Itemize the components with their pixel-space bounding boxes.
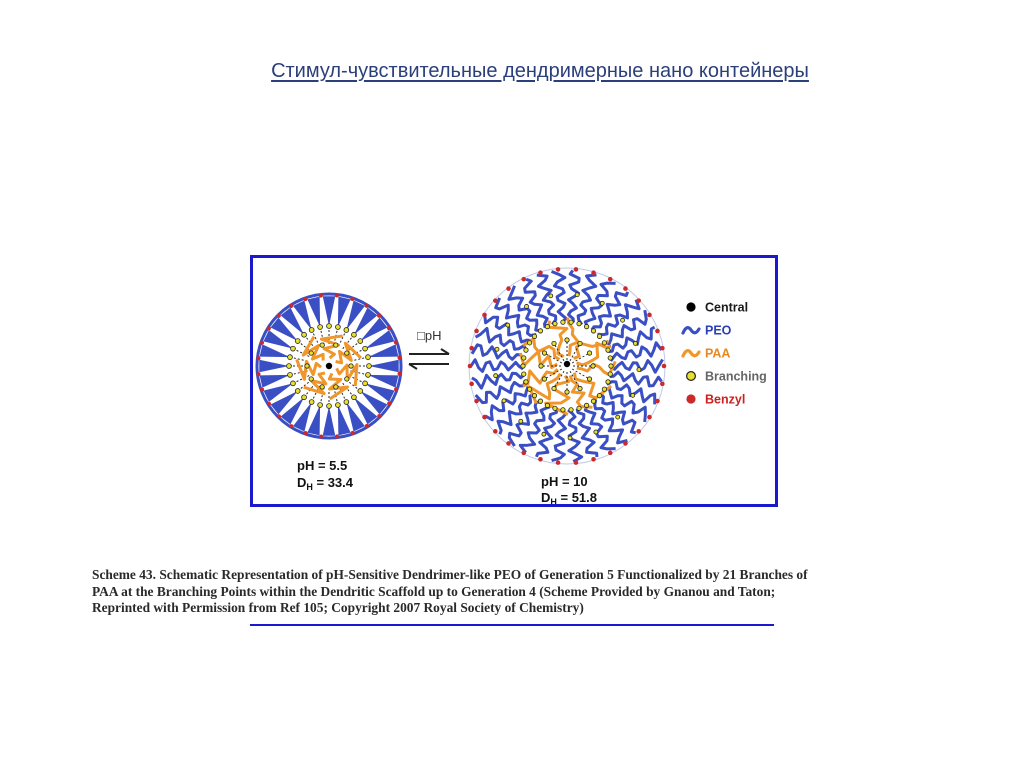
- benzyl-group: [469, 346, 474, 351]
- benzyl-group: [397, 372, 401, 376]
- branching-point: [561, 408, 565, 412]
- benzyl-group: [493, 298, 498, 303]
- benzyl-group: [521, 277, 526, 282]
- branching-point: [527, 387, 531, 391]
- right-ph-label: pH = 10: [541, 474, 588, 489]
- branching-point: [542, 432, 546, 436]
- benzyl-group: [623, 441, 628, 446]
- dendrimer-scheme-diagram: [253, 258, 775, 504]
- branching-point: [539, 364, 543, 368]
- legend-item-branching: [687, 370, 767, 384]
- branching-point: [616, 415, 620, 419]
- legend-marker: [683, 351, 699, 356]
- branching-point: [577, 321, 581, 325]
- branching-point: [318, 403, 323, 408]
- benzyl-group: [260, 387, 264, 391]
- caption-line: PAA at the Branching Points within the Dendritic Scaffold up to Generation 4 (Scheme Provided by Gnanou and Taton;: [92, 583, 776, 599]
- branching-point: [587, 351, 591, 355]
- benzyl-group: [474, 329, 479, 334]
- benzyl-group: [267, 402, 271, 406]
- legend-item-benzyl: [686, 393, 745, 407]
- caption-underline: [250, 624, 774, 626]
- branching-point: [532, 393, 536, 397]
- left-dh-label: $D_H = 33.4$: [297, 475, 354, 492]
- branching-point: [565, 338, 569, 342]
- benzyl-group: [256, 372, 260, 376]
- benzyl-group: [623, 286, 628, 291]
- branching-point: [631, 393, 635, 397]
- benzyl-group: [574, 267, 579, 272]
- legend-label: Branching: [705, 369, 767, 384]
- benzyl-group: [647, 313, 652, 318]
- benzyl-group: [365, 304, 369, 308]
- branching-point: [527, 341, 531, 345]
- branching-point: [524, 348, 528, 352]
- branching-point: [591, 364, 595, 368]
- benzyl-group: [482, 313, 487, 318]
- branching-point: [545, 324, 549, 328]
- branching-point: [345, 351, 349, 355]
- benzyl-group: [289, 424, 293, 428]
- figure-caption: [92, 567, 942, 617]
- benzyl-group: [636, 429, 641, 434]
- branching-point: [318, 325, 323, 330]
- benzyl-group: [335, 293, 339, 297]
- branching-point: [345, 377, 349, 381]
- benzyl-group: [538, 270, 543, 275]
- branching-point: [291, 346, 296, 351]
- branching-point: [288, 373, 293, 378]
- branching-point: [553, 321, 557, 325]
- benzyl-group: [387, 402, 391, 406]
- benzyl-group: [267, 326, 271, 330]
- branching-point: [320, 385, 324, 389]
- benzyl-group: [377, 314, 381, 318]
- benzyl-group: [289, 304, 293, 308]
- branching-point: [334, 385, 338, 389]
- branching-point: [584, 324, 588, 328]
- branching-point: [309, 351, 313, 355]
- branching-point: [522, 372, 526, 376]
- branching-point: [363, 381, 368, 386]
- branching-point: [621, 318, 625, 322]
- left-central-core: [326, 363, 332, 369]
- branching-point: [295, 339, 300, 344]
- branching-point: [538, 399, 542, 403]
- branching-point: [600, 301, 604, 305]
- branching-point: [594, 430, 598, 434]
- branching-point: [591, 399, 595, 403]
- benzyl-group: [608, 277, 613, 282]
- branching-point: [366, 373, 371, 378]
- branching-point: [606, 380, 610, 384]
- arrow-label: □pH: [417, 328, 442, 343]
- benzyl-group: [556, 460, 561, 465]
- benzyl-group: [608, 451, 613, 456]
- benzyl-group: [394, 387, 398, 391]
- benzyl-group: [277, 314, 281, 318]
- branching-point: [568, 436, 572, 440]
- benzyl-group: [468, 364, 473, 369]
- branching-point: [336, 325, 341, 330]
- caption-line: Reprinted with Permission from Ref 105; Copyright 2007 Royal Society of Chemistry): [92, 600, 584, 615]
- benzyl-group: [591, 457, 596, 462]
- compact-dendrimer: [256, 293, 401, 438]
- benzyl-group: [474, 399, 479, 404]
- benzyl-group: [397, 356, 401, 360]
- legend-label: Central: [705, 300, 749, 315]
- legend-marker: [687, 372, 696, 381]
- branching-point: [349, 364, 353, 368]
- branching-point: [291, 381, 296, 386]
- branching-point: [532, 334, 536, 338]
- slide-title: Стимул-чувствительные дендримерные нано контейнеры: [271, 60, 809, 82]
- branching-point: [606, 348, 610, 352]
- branching-point: [553, 406, 557, 410]
- branching-point: [552, 341, 556, 345]
- branching-point: [327, 404, 332, 409]
- branching-point: [367, 364, 372, 369]
- branching-point: [305, 364, 309, 368]
- benzyl-group: [350, 431, 354, 435]
- branching-point: [344, 400, 349, 405]
- branching-point: [358, 389, 363, 394]
- branching-point: [327, 324, 332, 329]
- benzyl-group: [506, 286, 511, 291]
- caption-line: Scheme 43. Schematic Representation of pH-Sensitive Dendrimer-like PEO of Generation 5 Functionalized by 21 Branches of: [92, 567, 808, 582]
- branching-point: [575, 293, 579, 297]
- benzyl-group: [506, 441, 511, 446]
- benzyl-group: [521, 451, 526, 456]
- branching-point: [288, 355, 293, 360]
- branching-point: [637, 368, 641, 372]
- branching-point: [609, 364, 613, 368]
- legend-marker: [683, 328, 699, 333]
- legend-label: PAA: [705, 346, 731, 361]
- benzyl-group: [319, 434, 323, 438]
- benzyl-group: [493, 429, 498, 434]
- right-dh-label: $D_H = 51.8$: [541, 490, 598, 504]
- benzyl-group: [350, 297, 354, 301]
- benzyl-group: [647, 415, 652, 420]
- benzyl-group: [574, 460, 579, 465]
- benzyl-group: [319, 293, 323, 297]
- branching-point: [334, 343, 338, 347]
- branching-point: [309, 328, 314, 333]
- legend-label: PEO: [705, 323, 732, 338]
- branching-point: [358, 339, 363, 344]
- branching-point: [352, 332, 357, 337]
- branching-point: [506, 323, 510, 327]
- scheme-figure: [250, 255, 778, 507]
- branching-point: [525, 304, 529, 308]
- legend-label: Benzyl: [705, 392, 746, 407]
- benzyl-group: [469, 382, 474, 387]
- branching-point: [602, 341, 606, 345]
- legend-item-paa: [683, 347, 730, 361]
- branching-point: [524, 380, 528, 384]
- benzyl-group: [365, 424, 369, 428]
- branching-point: [287, 364, 292, 369]
- benzyl-group: [660, 382, 665, 387]
- benzyl-group: [304, 431, 308, 435]
- branching-point: [522, 356, 526, 360]
- branching-point: [549, 294, 553, 298]
- branching-point: [309, 377, 313, 381]
- benzyl-group: [556, 267, 561, 272]
- benzyl-group: [260, 341, 264, 345]
- benzyl-group: [660, 346, 665, 351]
- branching-point: [608, 372, 612, 376]
- branching-point: [542, 351, 546, 355]
- legend-item-peo: [683, 324, 732, 338]
- branching-point: [352, 395, 357, 400]
- branching-point: [295, 389, 300, 394]
- branching-point: [633, 341, 637, 345]
- branching-point: [309, 400, 314, 405]
- benzyl-group: [256, 356, 260, 360]
- benzyl-group: [655, 329, 660, 334]
- branching-point: [587, 377, 591, 381]
- benzyl-group: [335, 434, 339, 438]
- right-central-core: [564, 361, 570, 367]
- branching-point: [584, 403, 588, 407]
- branching-point: [597, 393, 601, 397]
- benzyl-group: [538, 457, 543, 462]
- branching-point: [577, 406, 581, 410]
- branching-point: [521, 364, 525, 368]
- legend: [683, 301, 767, 407]
- benzyl-group: [303, 297, 307, 301]
- branching-point: [502, 399, 506, 403]
- branching-point: [569, 408, 573, 412]
- branching-point: [602, 387, 606, 391]
- branching-point: [302, 332, 307, 337]
- branching-point: [545, 403, 549, 407]
- branching-point: [344, 328, 349, 333]
- branching-point: [542, 377, 546, 381]
- benzyl-group: [636, 298, 641, 303]
- branching-point: [578, 341, 582, 345]
- branching-point: [366, 355, 371, 360]
- benzyl-group: [655, 399, 660, 404]
- branching-point: [336, 403, 341, 408]
- benzyl-group: [387, 326, 391, 330]
- legend-marker: [686, 302, 695, 311]
- benzyl-group: [277, 414, 281, 418]
- branching-point: [552, 386, 556, 390]
- branching-point: [561, 320, 565, 324]
- benzyl-group: [662, 364, 667, 369]
- swollen-dendrimer: [468, 267, 667, 465]
- branching-point: [494, 374, 498, 378]
- benzyl-group: [377, 414, 381, 418]
- legend-item-central: [686, 301, 748, 315]
- branching-point: [578, 386, 582, 390]
- branching-point: [320, 343, 324, 347]
- left-ph-label: pH = 5.5: [297, 458, 348, 473]
- branching-point: [608, 356, 612, 360]
- branching-point: [597, 334, 601, 338]
- benzyl-group: [482, 415, 487, 420]
- branching-point: [363, 346, 368, 351]
- equilibrium-arrows: [409, 328, 449, 369]
- branching-point: [495, 347, 499, 351]
- branching-point: [519, 419, 523, 423]
- branching-point: [569, 320, 573, 324]
- branching-point: [565, 390, 569, 394]
- legend-marker: [686, 394, 695, 403]
- branching-point: [538, 329, 542, 333]
- branching-point: [591, 329, 595, 333]
- benzyl-group: [591, 270, 596, 275]
- branching-point: [302, 395, 307, 400]
- benzyl-group: [394, 340, 398, 344]
